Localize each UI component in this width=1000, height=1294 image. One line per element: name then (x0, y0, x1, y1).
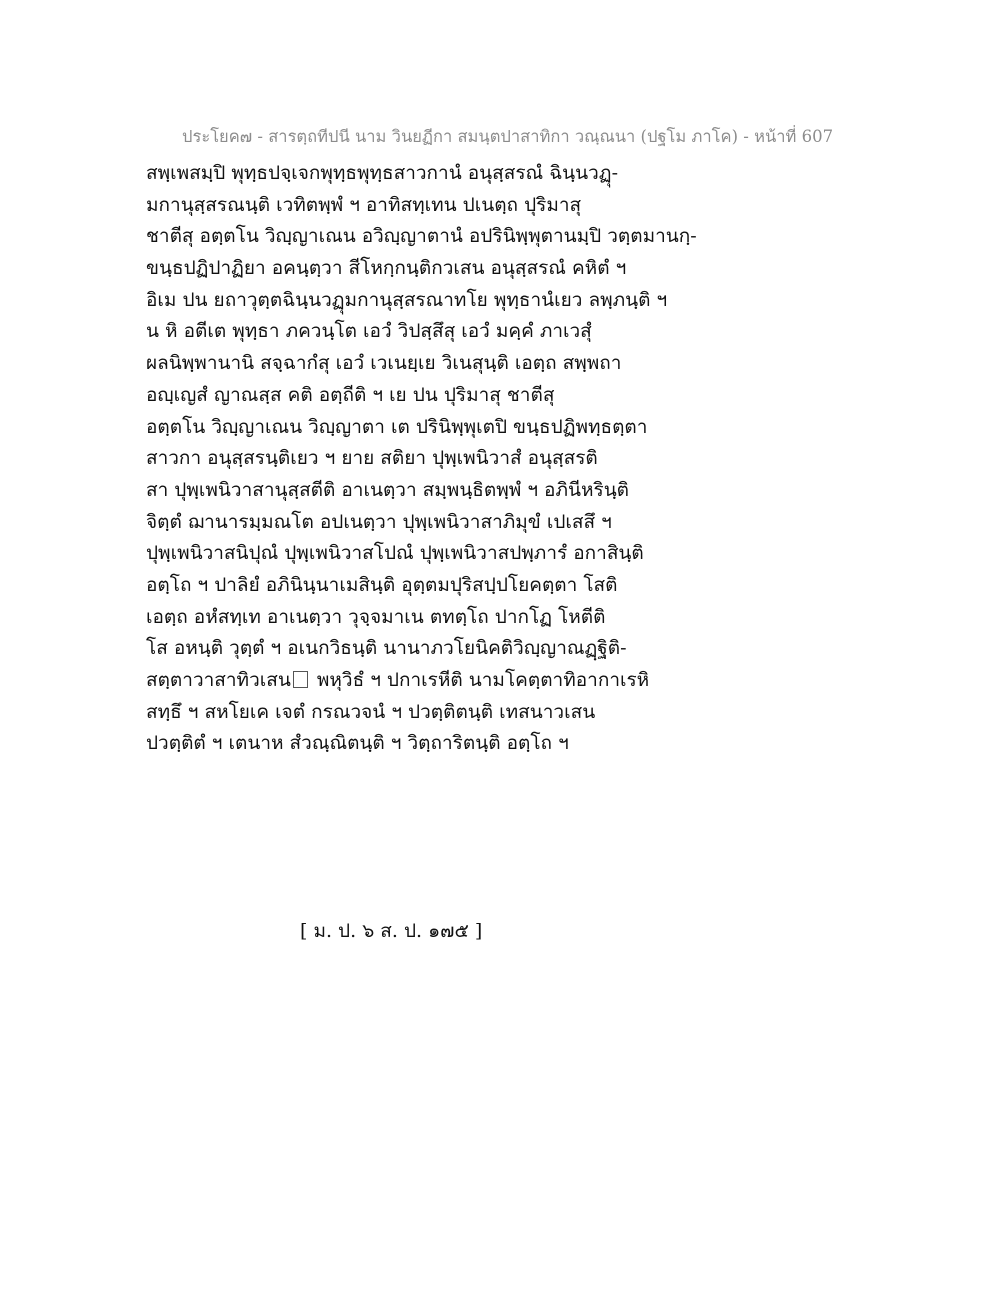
text-line: โส อหนฺติ วุตฺตํ ฯ อเนกวิธนฺติ นานาภวโยนิคติวิญฺญาณฏฺฐิติ- (146, 637, 627, 660)
body-text (146, 158, 766, 760)
text-line (146, 665, 766, 697)
text-line: สาวกา อนุสฺสรนฺติเยว ฯ ยาย สติยา ปุพฺเพนิวาสํ อนุสฺสรติ (146, 447, 598, 470)
page-header: ประโยค๗ - สารตฺถทีปนี นาม วินยฏีกา สมนฺตปาสาทิกา วณฺณนา (ปฐโม ภาโค) - หน้าที่ 607 (182, 127, 834, 146)
text-line: อิเม ปน ยถาวุตฺตฉินฺนวฏุมกานุสฺสรณาทโย พุทฺธานํเยว ลพฺภนฺติ ฯ (146, 288, 668, 311)
text-line: ปุพฺเพนิวาสนิปุณํ ปุพฺเพนิวาสโปณํ ปุพฺเพนิวาสปพฺภารํ อกาสินฺติ (146, 542, 644, 565)
text-line: อตฺตโน วิญฺญาเณน วิญฺญาตา เต ปรินิพฺพุเตปิ ขนฺธปฏิพทฺธตฺตา (146, 415, 648, 438)
text-line: จิตฺตํ ฌานารมฺมณโต อปเนตฺวา ปุพฺเพนิวาสาภิมุขํ เปเสสึ ฯ (146, 510, 612, 533)
text-line: สา ปุพฺเพนิวาสานุสฺสตีติ อาเนตฺวา สมฺพนฺธิตพฺพํ ฯ อภินีหรินฺติ (146, 478, 630, 501)
text-line: ปวตฺติตํ ฯ เตนาห สํวณฺณิตนฺติ ฯ วิตฺถาริตนฺติ อตฺโถ ฯ (146, 732, 569, 755)
text-line: ผลนิพฺพานานิ สจฺฉากํสุ เอวํ เวเนยฺเย วิเนสุนฺติ เอตฺถ สพฺพถา (146, 352, 622, 375)
reference-citation: [ ม. ป. ๖ ส. ป. ๑๗๕ ] (300, 920, 483, 942)
missing-glyph-box-icon (293, 671, 308, 688)
text-line: ชาตีสุ อตฺตโน วิญฺญาเณน อวิญฺญาตานํ อปรินิพฺพุตานมฺปิ วตฺตมานกฺ- (146, 225, 697, 248)
text-line: มกานุสฺสรณนฺติ เวทิตพฺพํ ฯ อาทิสทฺเทน ปเนตฺถ ปุริมาสุ (146, 193, 582, 216)
text-line: น หิ อตีเต พุทฺธา ภควนฺโต เอวํ วิปสฺสึสุ เอวํ มคฺคํ ภาเวสุํ (146, 320, 592, 343)
text-line: เอตฺถ อหํสทฺเท อาเนตฺวา วุจฺจมาเน ตทตฺโถ ปากโฏ โหตีติ (146, 605, 606, 628)
text-segment: พหุวิธํ ฯ ปกาเรหีติ นามโคตฺตาทิอากาเรหิ (310, 669, 650, 691)
text-line: สทฺธึ ฯ สหโยเค เจตํ กรณวจนํ ฯ ปวตฺติตนฺติ เทสนาวเสน (146, 700, 596, 723)
text-line: สพฺเพสมฺปิ พุทฺธปจฺเจกพุทฺธพุทฺธสาวกานํ อนุสฺสรณํ ฉินฺนวฏุ- (146, 162, 618, 184)
text-line: อตฺโถ ฯ ปาลิยํ อภินินฺนาเมสินฺติ อุตฺตมปุริสปฺปโยคตฺตา โสติ (146, 573, 618, 596)
text-line: ขนฺธปฏิปาฏิยา อคนฺตฺวา สีโหกฺกนฺติกวเสน อนุสฺสรณํ คหิตํ ฯ (146, 257, 627, 280)
text-segment: สตฺตาวาสาทิวเสน (146, 669, 291, 691)
text-line: อญฺเญสํ ญาณสฺส คติ อตฺถีติ ฯ เย ปน ปุริมาสุ ชาตีสุ (146, 383, 555, 406)
